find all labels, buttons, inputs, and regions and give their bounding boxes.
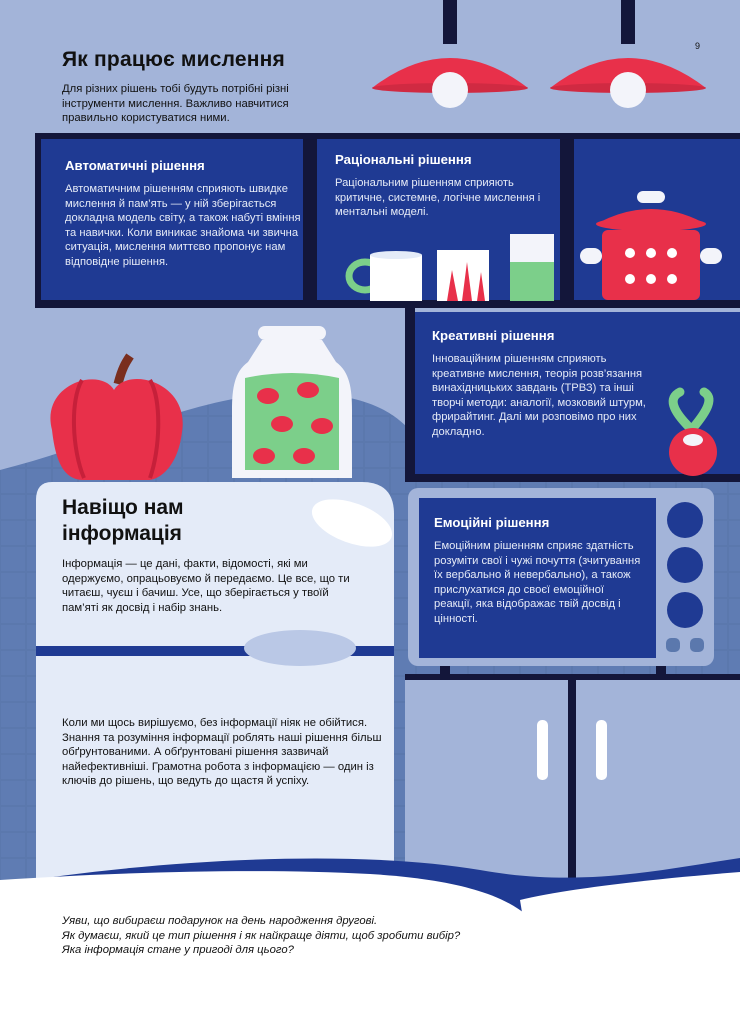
page-title: Як працює мислення <box>62 48 285 71</box>
information-paragraph-1: Інформація — це дані, факти, відомості, які ми одержуємо, опрацьовуємо й передаємо. Це все, що ти читаєш, чуєш і бачиш. Усе, що зберігається у твоїй пам’яті як досвід і набір знань. <box>62 558 350 614</box>
automatic-text: Автоматичним рішенням сприяють швидке мислення й пам’ять — у ній зберігається докладна модель світу, а також набуті вміння та навички. Коли виникає знайома чи звична ситуація, мислення миттєво пропонує нам відповідне рішення. <box>65 183 301 268</box>
task-line: Яка інформація стане у пригоді для цього? <box>62 944 294 957</box>
intro-text: Для різних рішень тобі будуть потрібні різні інструменти мислення. Важливо навчитися правильно користуватися ними. <box>62 83 289 124</box>
emotional-text: Емоційним рішенням сприяє здатність розуміти свої і чужі почуття (зчитування їх вербально й невербально), а також прислухатися до своєї емоційної реакції, яка відображає твій досвід і цінності. <box>434 540 641 625</box>
glass-icon <box>510 234 554 301</box>
task-line: Уяви, що вибираєш подарунок на день народження другові. <box>62 915 378 927</box>
lamp-icon <box>372 0 528 108</box>
apple-icon <box>50 356 182 480</box>
information-heading: Навіщо нам інформація <box>62 496 184 545</box>
task-line: Як думаєш, який це тип рішення і як найкраще діяти, щоб зробити вибір? <box>62 929 461 942</box>
cup-icon <box>437 250 489 301</box>
emotional-heading: Емоційні рішення <box>434 515 550 530</box>
information-paragraph-2: Коли ми щось вирішуємо, без інформації ніяк не обійтися. Знання та розуміння інформації роблять наші рішення більш обґрунтованими. А обґрунтовані рішення зазвичай найефективніші. Грамотна робота з інформацією — один із ключів до рішень, що ведуть до щастя й успіху. <box>62 717 382 788</box>
lamp-icon <box>550 0 706 108</box>
task-block <box>62 914 532 958</box>
creative-heading: Креативні рішення <box>432 328 555 343</box>
rational-text: Раціональним рішенням сприяють критичне, системне, логічне мислення і ментальні моделі. <box>335 177 541 219</box>
automatic-heading: Автоматичні рішення <box>65 158 205 173</box>
jar-icon <box>232 326 352 478</box>
creative-text: Інноваційним рішенням сприяють креативне мислення, теорія розв’язання винахідницьких завдань (ТРВЗ) та інші творчі методи: аналогії, мозковий штурм, фрирайтинг. Далі ми розповімо про них докладно. <box>432 353 646 438</box>
rational-heading: Раціональні рішення <box>335 152 472 167</box>
page-number: 9 <box>695 41 701 51</box>
